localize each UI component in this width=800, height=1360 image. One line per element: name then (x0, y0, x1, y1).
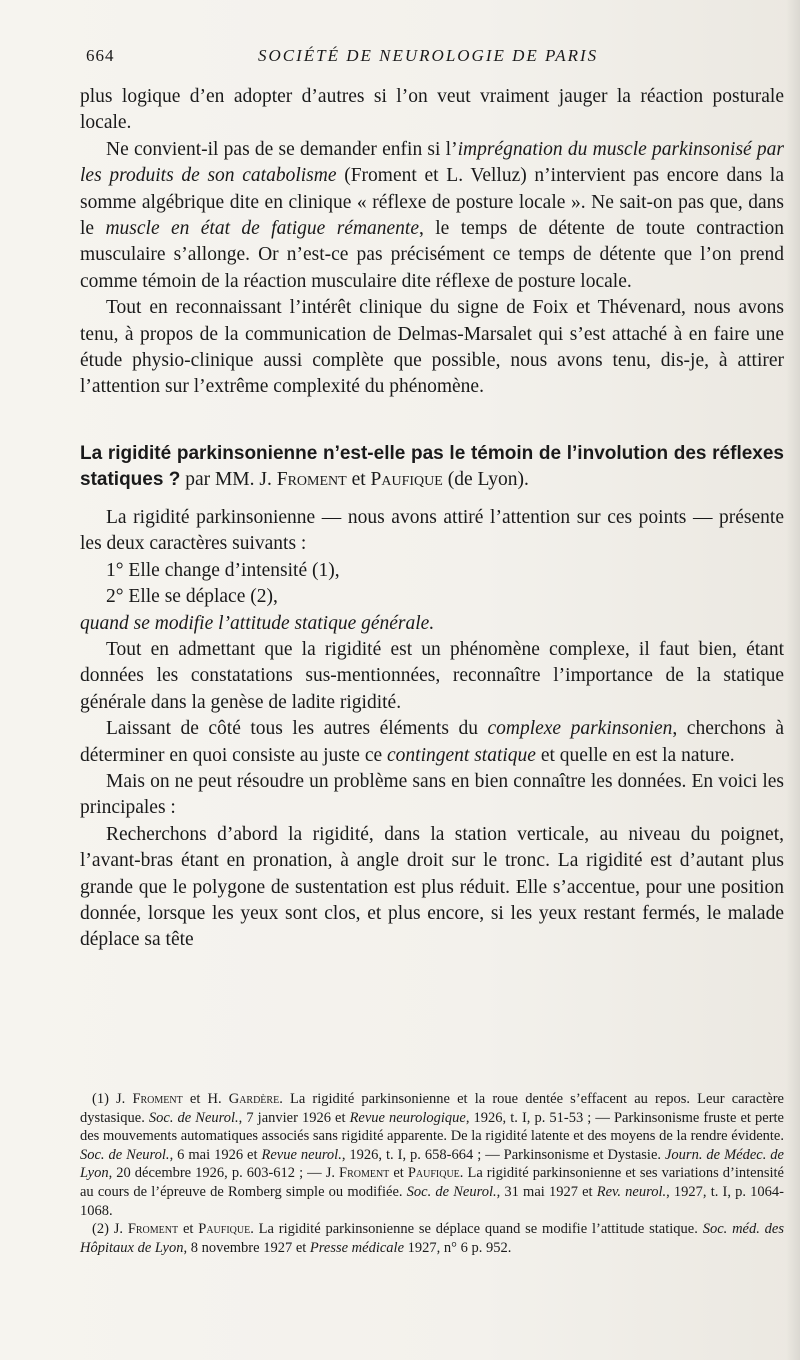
paragraph-complex-phenomenon: Tout en admettant que la rigidité est un phénomène complexe, il faut bien, étant données les constatations sus-mentionnées, reconnaître l’importance de la statique générale dans la genèse de ladite rigidité. (80, 638, 784, 713)
text-run: (Froment et L. Velluz) n’intervient pas encore dans la somme algébrique dite en clinique « réflexe de posture locale ». Ne sait-on pas que, dans le (80, 165, 784, 240)
text-run: , cherchons à déterminer en quoi consiste au juste ce (80, 718, 784, 766)
author-name: Froment (132, 1091, 183, 1107)
text-run: . La rigidité parkinsonienne et la roue dentée s’effacent au repos. Leur caractère dystasique. (80, 1091, 784, 1126)
article-title: La rigidité parkinsonienne n’est-elle pas le témoin de l’involution des réflexes statiques ? (80, 442, 784, 490)
text-run: , 6 mai 1926 et (169, 1146, 262, 1163)
list-item-2: 2° Elle se déplace (2), (106, 586, 278, 608)
italic-run: contingent statique (387, 744, 536, 766)
running-title: SOCIÉTÉ DE NEUROLOGIE DE PARIS (258, 46, 599, 65)
text-run: 1927, n° 6 p. 952. (404, 1239, 512, 1256)
text-run: , 7 janvier 1926 et (238, 1109, 350, 1126)
paragraph-two-characters: La rigidité parkinsonienne — nous avons attiré l’attention sur ces points — présente les deux caractères suivants : (80, 506, 784, 555)
text-run: Ne convient-il pas de se demander enfin si l’ (106, 138, 458, 160)
page-number: 664 (86, 46, 115, 65)
footnote-2 (80, 1220, 784, 1257)
italic-run: muscle en état de fatigue rémanente (105, 218, 420, 240)
text-run: et H. (182, 1091, 229, 1107)
paragraph-continuation: plus logique d’en adopter d’autres si l’on veut vraiment jauger la réaction posturale locale. (80, 86, 784, 134)
italic-run: quand se modifie l’attitude statique générale. (80, 612, 435, 634)
author-name: Gardère (228, 1091, 280, 1107)
byline-text: et (346, 468, 371, 490)
text-run: , 31 mai 1927 et (496, 1183, 597, 1200)
italic-run: complexe parkinsonien (487, 718, 673, 740)
text-run: , 8 novembre 1927 et (183, 1239, 310, 1256)
italic-run: Presse médicale (309, 1239, 405, 1256)
text-run: , 20 décembre 1926, p. 603-612 ; — J. (108, 1165, 339, 1182)
author-name: Paufique (198, 1221, 251, 1238)
spacer (80, 493, 784, 505)
byline-text: (de Lyon). (442, 468, 529, 490)
text-run: et (389, 1165, 408, 1182)
body-text (80, 84, 784, 954)
italic-run: Rev. neurol. (596, 1183, 667, 1200)
article-heading (80, 441, 784, 493)
list-conclusion (80, 611, 784, 637)
footnotes (80, 1090, 784, 1257)
author-name: Froment (339, 1165, 390, 1182)
text-run: . La rigidité parkinsonienne se déplace quand se modifie l’attitude statique. (250, 1221, 703, 1238)
text-run: , 1926, t. I, p. 51-53 ; — Parkinsonisme fruste et perte des mouvements automatiques associés sans rigidité apparente. De la rigidité latente et des moyens de la rendre évidente. (80, 1109, 784, 1145)
author-name: Paufique (370, 468, 443, 490)
text-run: (1) J. (92, 1091, 133, 1107)
paragraph-vertical-station: Recherchons d’abord la rigidité, dans la station verticale, au niveau du poignet, l’avant-bras étant en pronation, à angle droit sur le tronc. La rigidité est d’autant plus grande que le polygone de sustentation est plus réduit. Elle s’accentue, pour une position donnée, lorsque les yeux sont clos, et plus encore, si les yeux restant fermés, le malade déplace sa tête (80, 823, 784, 951)
italic-run: Revue neurologique (349, 1109, 466, 1126)
running-header (80, 46, 780, 72)
italic-run: Soc. de Neurol. (406, 1183, 497, 1200)
footnote-1 (80, 1090, 784, 1220)
italic-run: imprégnation du muscle parkinsonisé par les produits de son catabolisme (80, 138, 785, 187)
text-run: . La rigidité parkinsonienne et ses variations d’intensité au cours de l’épreuve de Romberg simple ou modifiée. (80, 1165, 784, 1200)
italic-run: Soc. de Neurol. (148, 1109, 239, 1126)
paragraph-principal-data: Mais on ne peut résoudre un problème sans en bien connaître les données. En voici les principales : (80, 770, 784, 819)
byline-text: par MM. J. (180, 468, 277, 490)
text-run: , 1926, t. I, p. 658-664 ; — Parkinsonisme et Dystasie. (341, 1146, 665, 1163)
author-name: Paufique (407, 1165, 460, 1182)
text-run: Laissant de côté tous les autres éléments du (106, 718, 488, 740)
list-item-1: 1° Elle change d’intensité (1), (106, 559, 340, 581)
paragraph-foix-thevenard: Tout en reconnaissant l’intérêt clinique du signe de Foix et Thévenard, nous avons tenu, à propos de la communication de Delmas-Marsalet qui s’est attaché à en faire une étude physio-clinique aussi complète que possible, nous avons tenu, dis-je, à attirer l’attention sur l’extrême complexité du phénomène. (80, 297, 784, 398)
text-run: et (178, 1221, 199, 1238)
text-run: , le temps de détente de toute contraction musculaire s’allonge. Or n’est-ce pas précisément ce temps de détente que l’on prend comme témoin de la réaction musculaire dite réflexe de posture locale. (80, 218, 784, 292)
paragraph-contingent (80, 716, 784, 769)
italic-run: Journ. de Médec. de Lyon (80, 1146, 784, 1182)
italic-run: Revue neurol. (261, 1146, 342, 1163)
page-edge-shadow (786, 0, 800, 1360)
article-byline (180, 469, 529, 490)
author-name: Froment (127, 1221, 179, 1238)
italic-run: Soc. de Neurol. (80, 1146, 170, 1163)
author-name: Froment (276, 468, 347, 490)
text-run: (2) J. (92, 1221, 128, 1238)
text-run: et quelle en est la nature. (535, 744, 735, 766)
text-run: , 1927, t. I, p. 1064-1068. (80, 1183, 784, 1219)
paragraph-impregnation (80, 137, 784, 295)
italic-run: Soc. méd. des Hôpitaux de Lyon (80, 1221, 785, 1256)
